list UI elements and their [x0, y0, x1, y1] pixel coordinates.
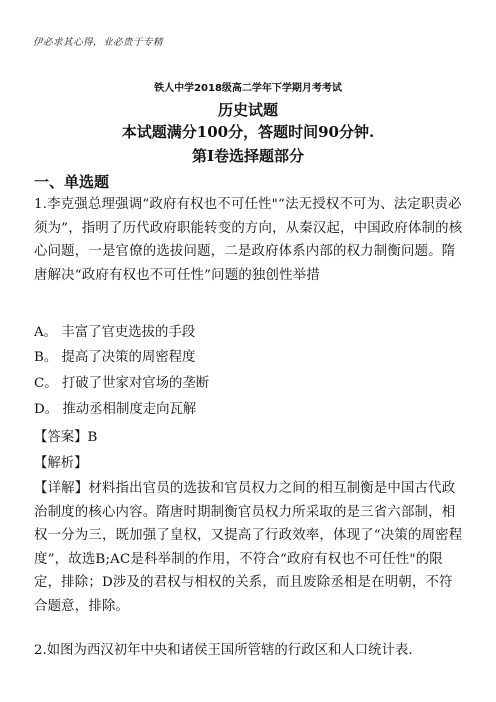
- question-1-option-d: D。 推动丞相制度走向瓦解: [34, 402, 197, 417]
- question-1-analysis-label: 【解析】: [34, 456, 88, 471]
- header-motto: 伊必求其心得，业必贵于专精: [33, 37, 164, 48]
- section-title: 一、单选题: [34, 173, 110, 191]
- question-1-option-a: A。 丰富了官吏选拔的手段: [34, 325, 196, 340]
- exam-school-line: 铁人中学2018级高二学年下学期月考考试: [154, 83, 342, 94]
- question-1-stem: 1.李克强总理强调“政府有权也不可任性"“法无授权不可为、法定职责必须为”，指明了历代政府职能转变的方向，从秦汉起，中国政府体制的核心问题，一是官僚的选拔问题，二是政府体系内部的权力制衡问题。隋唐解决“政府有权也不可任性”问题的独创性举措: [34, 197, 463, 283]
- question-1-answer: 【答案】B: [34, 430, 98, 445]
- exam-score-time: 本试题满分100分，答题时间90分钟.: [121, 123, 375, 141]
- question-1-option-c: C。 打破了世家对官场的垄断: [34, 376, 210, 391]
- exam-part-title: 第Ⅰ卷选择题部分: [191, 147, 305, 165]
- exam-subject-title: 历史试题: [217, 101, 278, 119]
- question-1-option-b: B。 提高了决策的周密程度: [34, 350, 196, 365]
- question-1-detail: 【详解】材料指出官员的选拔和官员权力之间的相互制衡是中国古代政治制度的核心内容。隋唐时期制衡官员权力所采取的是三省六部制，相权一分为三，既加强了皇权，又提高了行政效率，体现了“决策的周密程度”，故选B;AC是科举制的作用，不符合“政府有权也不可任性"的限定，排除；D涉及的君权与相权的关系，而且废除丞相是在明朝，不符合题意，排除。: [34, 481, 463, 614]
- question-2-stem: 2.如图为西汉初年中央和诸侯王国所管辖的行政区和人口统计表.: [34, 643, 413, 658]
